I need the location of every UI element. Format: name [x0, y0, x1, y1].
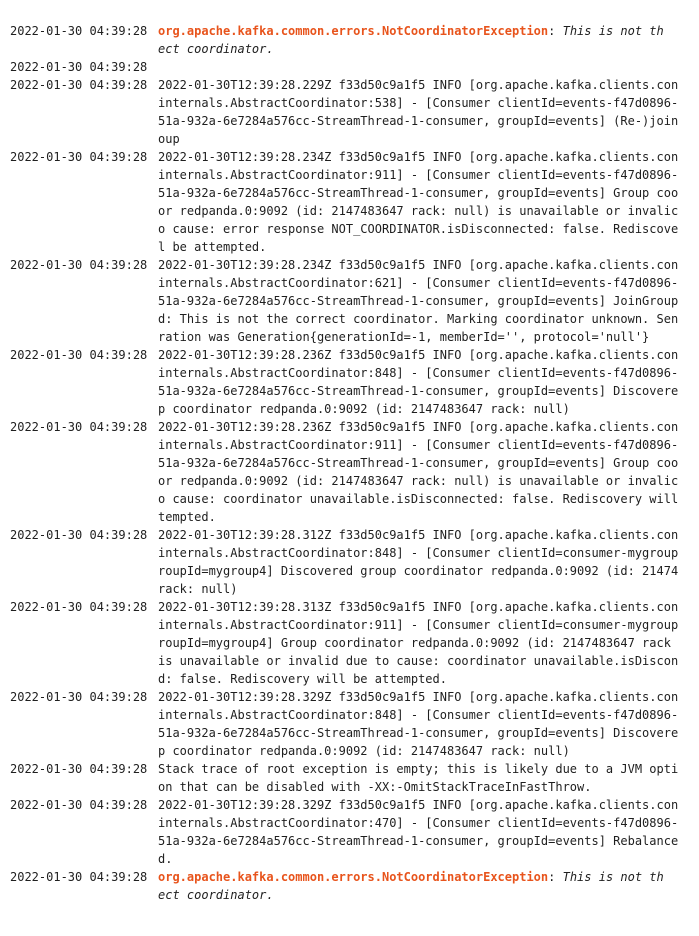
log-message-line: l be attempted.	[158, 240, 267, 254]
log-message-line: internals.AbstractCoordinator:911] - [Consumer clientId=events-f47d0896-	[158, 438, 679, 452]
log-timestamp: 2022-01-30 04:39:28	[10, 78, 148, 92]
log-message-line: 2022-01-30T12:39:28.234Z f33d50c9a1f5 INFO [org.apache.kafka.clients.con	[158, 150, 679, 164]
log-message-line: d: This is not the correct coordinator. Marking coordinator unknown. Sen	[158, 312, 679, 326]
log-timestamp: 2022-01-30 04:39:28	[10, 762, 148, 776]
log-message-line: on that can be disabled with -XX:-OmitStackTraceInFastThrow.	[158, 780, 592, 794]
log-entry	[0, 418, 699, 526]
log-message-line: rack: null)	[158, 582, 238, 596]
log-timestamp: 2022-01-30 04:39:28	[10, 150, 148, 164]
log-entry	[0, 760, 699, 796]
log-message-line: 2022-01-30T12:39:28.313Z f33d50c9a1f5 INFO [org.apache.kafka.clients.con	[158, 600, 679, 614]
log-entry	[0, 526, 699, 598]
log-message-line: d.	[158, 852, 173, 866]
log-message-line: internals.AbstractCoordinator:911] - [Consumer clientId=consumer-mygroup	[158, 618, 679, 632]
log-message	[158, 22, 699, 58]
log-message	[158, 418, 699, 526]
log-entry	[0, 58, 699, 76]
exception-class: org.apache.kafka.common.errors.NotCoordinatorException	[158, 24, 549, 38]
log-message	[158, 598, 699, 688]
log-message	[158, 868, 699, 904]
log-entry	[0, 22, 699, 58]
log-message-line: internals.AbstractCoordinator:911] - [Consumer clientId=events-f47d0896-	[158, 168, 679, 182]
log-timestamp: 2022-01-30 04:39:28	[10, 420, 148, 434]
log-entry	[0, 868, 699, 904]
log-message-line: o cause: error response NOT_COORDINATOR.isDisconnected: false. Rediscove	[158, 222, 679, 236]
log-timestamp: 2022-01-30 04:39:28	[10, 24, 148, 38]
log-message-line: 2022-01-30T12:39:28.236Z f33d50c9a1f5 INFO [org.apache.kafka.clients.con	[158, 348, 679, 362]
log-message-line: 2022-01-30T12:39:28.329Z f33d50c9a1f5 INFO [org.apache.kafka.clients.con	[158, 798, 679, 812]
log-message-line: 51a-932a-6e7284a576cc-StreamThread-1-consumer, groupId=events] Group coo	[158, 456, 679, 470]
log-entry	[0, 148, 699, 256]
log-message-line: 51a-932a-6e7284a576cc-StreamThread-1-consumer, groupId=events] Rebalance	[158, 834, 679, 848]
log-message-line: internals.AbstractCoordinator:848] - [Consumer clientId=events-f47d0896-	[158, 366, 679, 380]
log-message-line	[158, 22, 699, 40]
log-message-line: 2022-01-30T12:39:28.312Z f33d50c9a1f5 INFO [org.apache.kafka.clients.con	[158, 528, 679, 542]
log-message	[158, 760, 699, 796]
log-timestamp: 2022-01-30 04:39:28	[10, 690, 148, 704]
log-message-line: or redpanda.0:9092 (id: 2147483647 rack: null) is unavailable or invalic	[158, 474, 679, 488]
log-message	[158, 526, 699, 598]
log-timestamp: 2022-01-30 04:39:28	[10, 60, 148, 74]
log-message-line: o cause: coordinator unavailable.isDisconnected: false. Rediscovery will	[158, 492, 679, 506]
log-entry	[0, 598, 699, 688]
log-message-line: Stack trace of root exception is empty; this is likely due to a JVM opti	[158, 762, 679, 776]
exception-message: This is not th	[562, 870, 664, 884]
log-message-line: 51a-932a-6e7284a576cc-StreamThread-1-consumer, groupId=events] (Re-)join	[158, 114, 679, 128]
log-message-line: p coordinator redpanda.0:9092 (id: 2147483647 rack: null)	[158, 402, 570, 416]
exception-separator: :	[548, 870, 563, 884]
log-message-line: p coordinator redpanda.0:9092 (id: 2147483647 rack: null)	[158, 744, 570, 758]
log-message	[158, 148, 699, 256]
log-message-line: ration was Generation{generationId=-1, memberId='', protocol='null'}	[158, 330, 650, 344]
log-message-line: 2022-01-30T12:39:28.229Z f33d50c9a1f5 INFO [org.apache.kafka.clients.con	[158, 78, 679, 92]
log-message-line: internals.AbstractCoordinator:848] - [Consumer clientId=consumer-mygroup	[158, 546, 679, 560]
log-entry	[0, 256, 699, 346]
log-message-line: d: false. Rediscovery will be attempted.	[158, 672, 447, 686]
log-message	[158, 346, 699, 418]
log-entry	[0, 796, 699, 868]
log-timestamp: 2022-01-30 04:39:28	[10, 528, 148, 542]
log-message-line: 2022-01-30T12:39:28.329Z f33d50c9a1f5 INFO [org.apache.kafka.clients.con	[158, 690, 679, 704]
log-message-line: 2022-01-30T12:39:28.236Z f33d50c9a1f5 INFO [org.apache.kafka.clients.con	[158, 420, 679, 434]
log-timestamp: 2022-01-30 04:39:28	[10, 870, 148, 884]
log-message	[158, 688, 699, 760]
log-message-line: roupId=mygroup4] Discovered group coordinator redpanda.0:9092 (id: 21474	[158, 564, 679, 578]
log-message-line: internals.AbstractCoordinator:470] - [Consumer clientId=events-f47d0896-	[158, 816, 679, 830]
log-entry	[0, 688, 699, 760]
log-message	[158, 796, 699, 868]
log-message-line: or redpanda.0:9092 (id: 2147483647 rack: null) is unavailable or invalic	[158, 204, 679, 218]
log-entry	[0, 76, 699, 148]
log-timestamp: 2022-01-30 04:39:28	[10, 798, 148, 812]
log-message-line: tempted.	[158, 510, 216, 524]
log-message-line: ect coordinator.	[158, 42, 274, 56]
log-message-line: internals.AbstractCoordinator:848] - [Consumer clientId=events-f47d0896-	[158, 708, 679, 722]
log-message-line: oup	[158, 132, 180, 146]
log-message-line: internals.AbstractCoordinator:538] - [Consumer clientId=events-f47d0896-	[158, 96, 679, 110]
log-message-line: roupId=mygroup4] Group coordinator redpanda.0:9092 (id: 2147483647 rack	[158, 636, 671, 650]
log-message-line: 51a-932a-6e7284a576cc-StreamThread-1-consumer, groupId=events] Group coo	[158, 186, 679, 200]
log-timestamp: 2022-01-30 04:39:28	[10, 348, 148, 362]
log-timestamp: 2022-01-30 04:39:28	[10, 258, 148, 272]
log-message	[158, 76, 699, 148]
log-message-line: ect coordinator.	[158, 888, 274, 902]
exception-message: This is not th	[562, 24, 664, 38]
log-message-line: 51a-932a-6e7284a576cc-StreamThread-1-consumer, groupId=events] Discovere	[158, 726, 679, 740]
exception-class: org.apache.kafka.common.errors.NotCoordinatorException	[158, 870, 549, 884]
log-message-line: 51a-932a-6e7284a576cc-StreamThread-1-consumer, groupId=events] Discovere	[158, 384, 679, 398]
log-message-line: 2022-01-30T12:39:28.234Z f33d50c9a1f5 INFO [org.apache.kafka.clients.con	[158, 258, 679, 272]
log-message	[158, 58, 699, 76]
log-message-line	[158, 868, 699, 886]
log-entry	[0, 346, 699, 418]
log-message-line: 51a-932a-6e7284a576cc-StreamThread-1-consumer, groupId=events] JoinGroup	[158, 294, 679, 308]
log-message-line: internals.AbstractCoordinator:621] - [Consumer clientId=events-f47d0896-	[158, 276, 679, 290]
log-message	[158, 256, 699, 346]
log-timestamp: 2022-01-30 04:39:28	[10, 600, 148, 614]
exception-separator: :	[548, 24, 563, 38]
log-message-line: is unavailable or invalid due to cause: coordinator unavailable.isDiscon	[158, 654, 679, 668]
